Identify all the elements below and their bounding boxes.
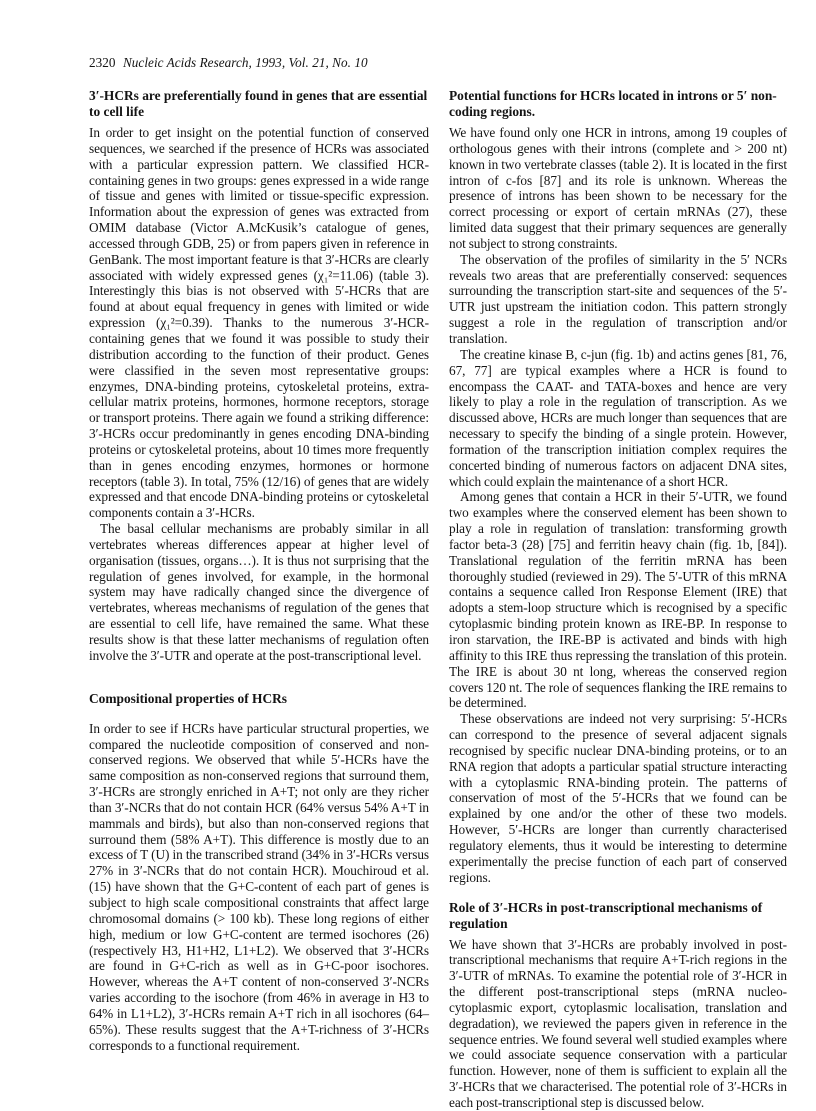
- paragraph: The creatine kinase B, c-jun (fig. 1b) and actins genes [81, 76, 67, 77] are typical examples where a HCR is found to encompass the CAAT- and TATA-boxes and hence are very likely to play a role in the regulation of transcription. As we discussed above, HCRs are much longer than sequences that are necessary to specify the binding of a single protein. However, formation of the transcription initiation complex requires the concerted binding of numerous factors on adjacent DNA sites, which could explain the maintenance of a short HCR.: [449, 346, 787, 489]
- paragraph: In order to get insight on the potential function of conserved sequences, we searched if the presence of HCRs was associated with a particular expression pattern. We classified HCR-containing genes in two groups: genes expressed in a wide range of tissue and genes with limited or tissue-specific expression. Information about the expression of genes was extracted from OMIM database (Victor A.McKusik’s catalogue of genes, accessed through GDB, 25) or from papers given in reference in GenBank. The most important feature is that 3′-HCRs are clearly associated with widely expressed genes (χ₁²=11.06) (table 3). Interestingly this bias is not observed with 5′-HCRs that are found at about equal frequency in genes with limited or wide expression (χ₁²=0.39). Thanks to the numerous 3′-HCR-containing genes that we found it was possible to study their distribution according to the function of their product. Genes were classified in the seven most representative groups: enzymes, DNA-binding proteins, cytoskeletal proteins, extra-cellular matrix proteins, hormones, hormone receptors, storage or transport proteins. There again we found a striking difference: 3′-HCRs occur predominantly in genes encoding DNA-binding proteins or cytoskeletal proteins, about 10 times more frequently than in genes encoding enzymes, hormones or hormone receptors (table 3). In total, 75% (12/16) of genes that are widely expressed and that encode DNA-binding proteins or cytoskeletal components contain a 3′-HCRs.: [89, 125, 429, 521]
- paragraph: In order to see if HCRs have particular structural properties, we compared the nucleotide composition of conserved and non-conserved regions. We observed that while 5′-HCRs have the same composition as non-conserved regions that surround them, 3′-HCRs are strongly enriched in A+T; not only are they richer than 3′-NCRs that do not contain HCR (64% versus 54% A+T in mammals and birds), but also than non-conserved regions that surround them (58% A+T). This difference is mostly due to an excess of T (U) in the transcribed strand (34% in 3′-HCRs versus 27% in 3′-NCRs that do not contain HCR). Mouchiroud et al. (15) have shown that the G+C-content of each part of genes is subject to high scale compositional constraints that affect large chromosomal domains (> 100 kb). These long regions of either high, medium or low G+C-content are termed isochores (26) (respectively H3, H1+H2, L1+L2). We observed that 3′-HCRs are found in G+C-rich as well as in G+C-poor isochores. However, whereas the A+T content of non-conserved 3′-NCRs varies according to the isochore (from 46% in average in H3 to 64% in L1+L2), 3′-HCRs remain A+T rich in all isochores (64–65%). These results suggest that the A+T-richness of 3′-HCRs corresponds to a functional requirement.: [89, 720, 429, 1053]
- paragraph: The observation of the profiles of similarity in the 5′ NCRs reveals two areas that are preferentially conserved: sequences surrounding the transcription start-site and sequences of the 5′-UTR just upstream the initiation codon. This pattern strongly suggest a role in the regulation of transcription and/or translation.: [449, 251, 787, 346]
- paragraph: We have found only one HCR in introns, among 19 couples of orthologous genes with their introns (complete and > 200 nt) known in two vertebrate classes (table 2). It is located in the first intron of c-fos [87] and its role is unknown. Whereas the presence of introns has been shown to be necessary for the correct processing or export of certain mRNAs (27), these limited data suggest that their primary sequences are generally not subject to strong constraints.: [449, 125, 787, 251]
- section-heading-role-3hcr: Role of 3′-HCRs in post-transcriptional mechanisms of regulation: [449, 899, 763, 931]
- running-header: [89, 55, 368, 71]
- section-heading-3hcr-essential: 3′-HCRs are preferentially found in genes that are essential to cell life: [89, 88, 428, 119]
- section-heading-compositional: Compositional properties of HCRs: [89, 690, 288, 706]
- left-column: [89, 88, 429, 1053]
- page-number: 2320: [89, 55, 116, 70]
- section-heading-potential-functions: Potential functions for HCRs located in introns or 5′ non-coding regions.: [449, 88, 777, 119]
- paragraph: The basal cellular mechanisms are probably similar in all vertebrates whereas differences appear at higher level of organisation (tissues, organs…). It is thus not surprising that the regulation of genes involved, for example, in the hormonal system may have radically changed since the divergence of vertebrates, whereas mechanisms of regulation of the genes that are essential to cell life, have remained the same. What these results show is that these latter mechanisms of regulation often involve the 3′-UTR and operate at the post-transcriptional level.: [89, 521, 429, 663]
- paragraph: These observations are indeed not very surprising: 5′-HCRs can correspond to the presence of several adjacent signals recognised by specific nuclear DNA-binding proteins, or to an RNA region that adopts a particular spatial structure interacting with a cytoplasmic RNA-binding protein. The patterns of conservation of most of the 5′-HCRs that we found can be explained by one and/or the other of these two models. However, 5′-HCRs are longer than currently characterised regulatory elements, thus it would be interesting to determine experimentally the precise function of each part of conserved regions.: [449, 711, 787, 885]
- paragraph: We have shown that 3′-HCRs are probably involved in post-transcriptional mechanisms that require A+T-rich regions in the 3′-UTR of mRNAs. To examine the potential role of 3′-HCR in the different post-transcriptional steps (mRNA nucleo-cytoplasmic export, cytoplasmic localisation, translation and degradation), we reviewed the papers given in reference in the sequence entries. We found several well studied examples where we could associate sequence conservation with a particular function. However, none of them is sufficient to explain all the 3′-HCRs that we characterised. The potential role of 3′-HCRs in each post-transcriptional step is discussed below.: [449, 936, 787, 1110]
- journal-citation: Nucleic Acids Research, 1993, Vol. 21, No. 10: [122, 55, 368, 70]
- right-column: [449, 88, 787, 1111]
- paragraph: Among genes that contain a HCR in their 5′-UTR, we found two examples where the conserved element has been shown to play a role in regulation of translation: transforming growth factor beta-3 (28) [75] and ferritin heavy chain (fig. 1b, [84]). Translational regulation of the ferritin mRNA has been thoroughly studied (reviewed in 29). The 5′-UTR of this mRNA contains a sequence called Iron Response Element (IRE) that adopts a stem-loop structure which is recognised by a specific cytoplasmic binding protein known as IRE-BP. In response to iron starvation, the IRE-BP is activated and binds with high affinity to this IRE thus repressing the translation of this protein. The IRE is about 30 nt long, whereas the conserved region covers 120 nt. The role of sequences flanking the IRE remains to be determined.: [449, 489, 787, 711]
